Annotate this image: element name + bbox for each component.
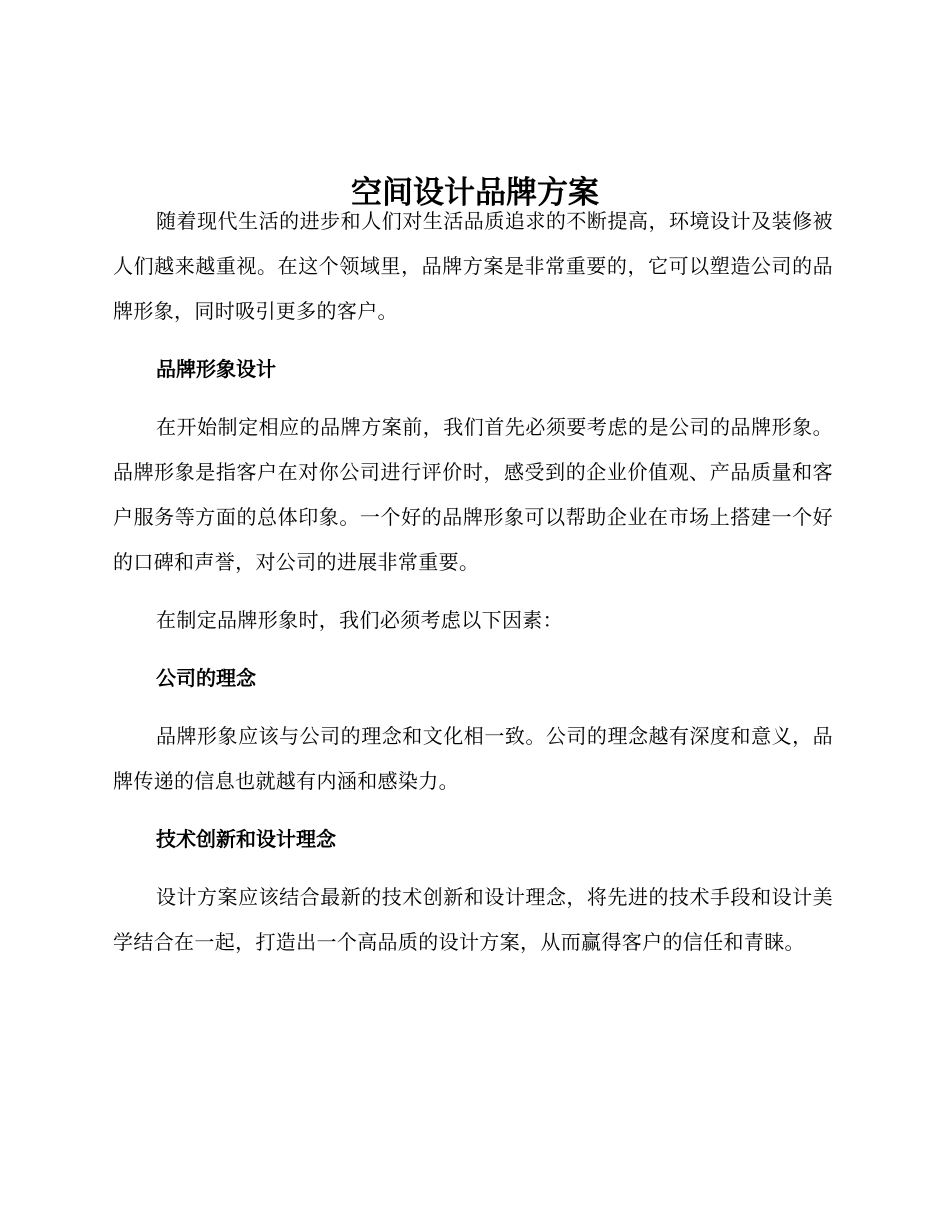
- page-title: 空间设计品牌方案: [351, 174, 599, 211]
- tech-innovation-paragraph: 设计方案应该结合最新的技术创新和设计理念，将先进的技术手段和设计美学结合在一起，打造出一个高品质的设计方案，从而赢得客户的信任和青睐。: [113, 885, 833, 954]
- section-heading-tech-innovation: 技术创新和设计理念: [156, 827, 336, 851]
- brand-image-paragraph: 在开始制定相应的品牌方案前，我们首先必须要考虑的是公司的品牌形象。品牌形象是指客户在对你公司进行评价时，感受到的企业价值观、产品质量和客户服务等方面的总体印象。一个好的品牌形象可以帮助企业在市场上搭建一个好的口碑和声誉，对公司的进展非常重要。: [113, 415, 833, 574]
- intro-paragraph: 随着现代生活的进步和人们对生活品质追求的不断提高，环境设计及装修被人们越来越重视。在这个领域里，品牌方案是非常重要的，它可以塑造公司的品牌形象，同时吸引更多的客户。: [113, 209, 833, 323]
- document-body: [113, 199, 833, 965]
- section-heading-brand-image: 品牌形象设计: [156, 357, 276, 381]
- company-philosophy-paragraph: 品牌形象应该与公司的理念和文化相一致。公司的理念越有深度和意义，品牌传递的信息也就越有内涵和感染力。: [113, 724, 833, 793]
- factors-intro-paragraph: 在制定品牌形象时，我们必须考虑以下因素：: [156, 608, 563, 632]
- section-heading-company-philosophy: 公司的理念: [156, 666, 256, 690]
